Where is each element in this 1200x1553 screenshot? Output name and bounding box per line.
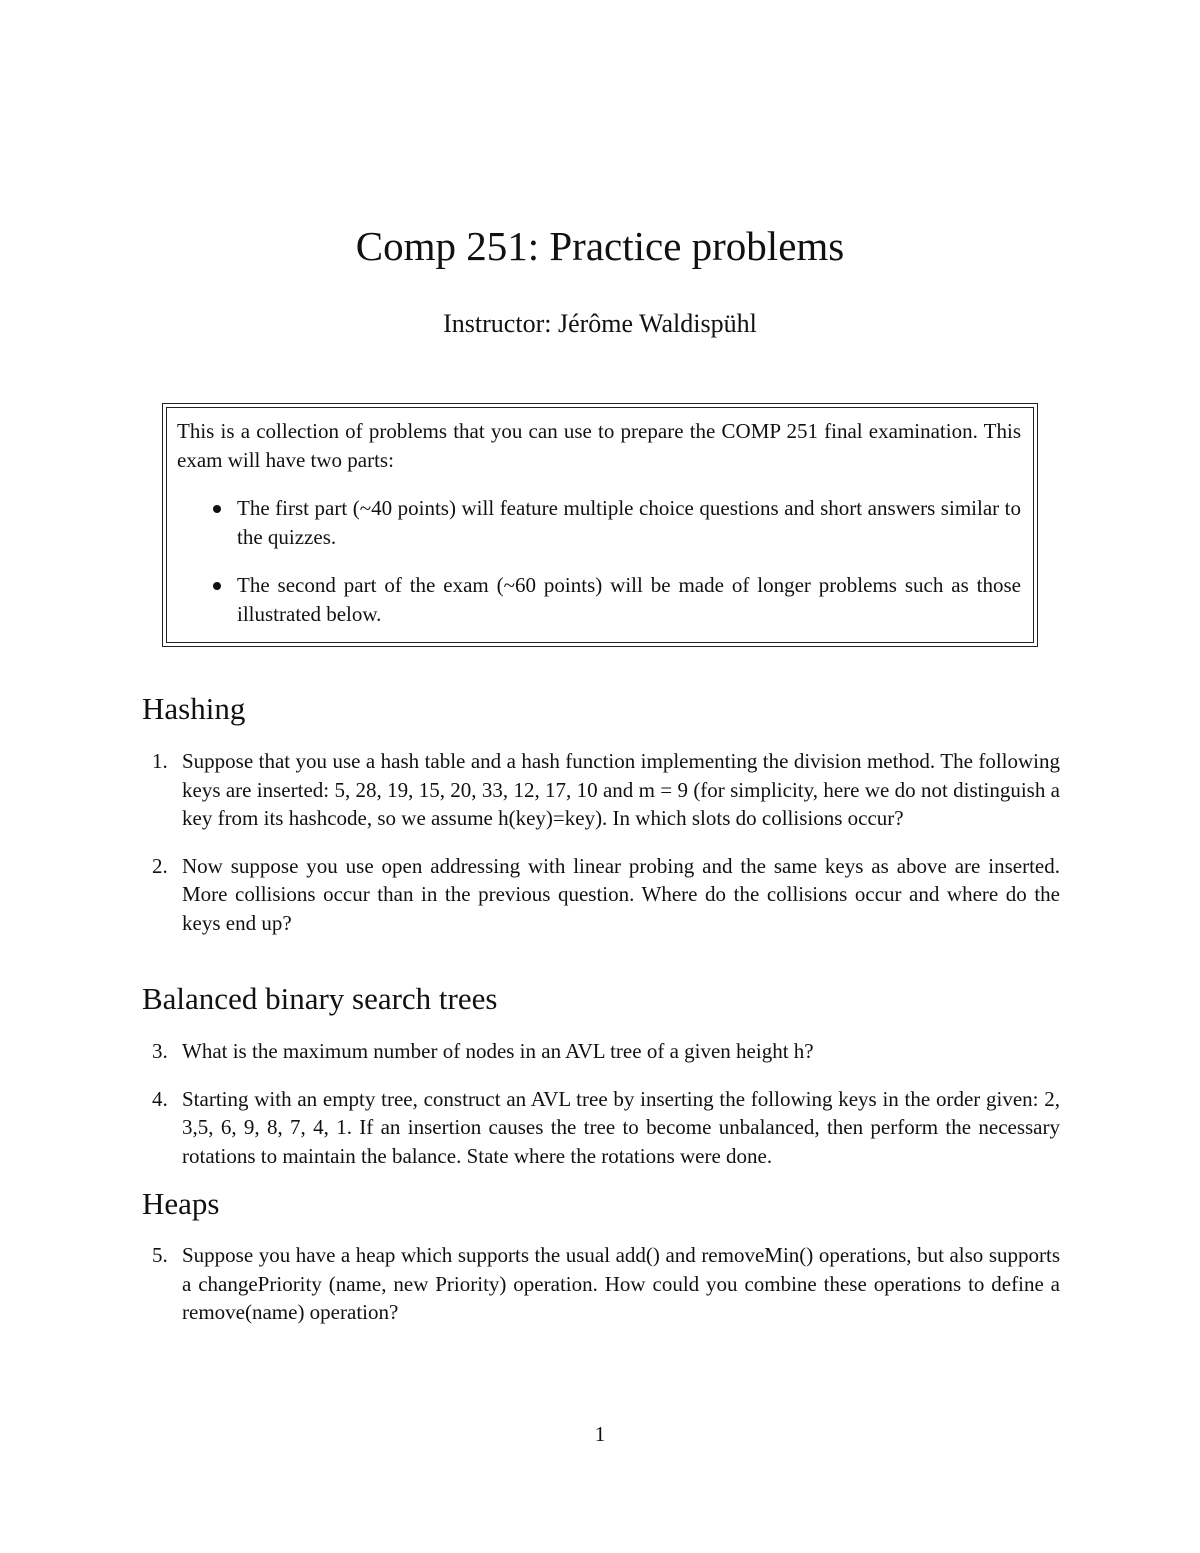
intro-bullet-item bbox=[177, 494, 1021, 552]
problem-item bbox=[142, 1037, 1060, 1066]
intro-box-inner bbox=[166, 407, 1034, 643]
problem-item bbox=[142, 852, 1060, 938]
bullet-icon bbox=[213, 505, 221, 513]
problem-text: Now suppose you use open addressing with linear probing and the same keys as above are inserted. More collisions occur than in the previous question. Where do the collisions occur and where do the keys end up? bbox=[182, 853, 1060, 935]
problem-number: 3. bbox=[152, 1039, 168, 1063]
intro-bullet-text: The first part (~40 points) will feature multiple choice questions and short answers similar to the quizzes. bbox=[237, 496, 1021, 549]
problem-number: 5. bbox=[152, 1243, 168, 1267]
section-heading-balanced-bst: Balanced binary search trees bbox=[142, 981, 498, 1016]
section-heading-hashing: Hashing bbox=[142, 691, 246, 726]
problem-text: Starting with an empty tree, construct an AVL tree by inserting the following keys in the order given: 2, 3,5, 6, 9, 8, 7, 4, 1. If an insertion causes the tree to become unbalanced, then perform the necessary rotations to maintain the balance. State where the rotations were done. bbox=[182, 1086, 1060, 1168]
problem-text: What is the maximum number of nodes in an AVL tree of a given height h? bbox=[182, 1039, 814, 1063]
problem-list-heaps bbox=[142, 1241, 1060, 1346]
problem-item bbox=[142, 1085, 1060, 1171]
problem-item bbox=[142, 1241, 1060, 1327]
section-heading-heaps: Heaps bbox=[142, 1186, 220, 1221]
problem-text: Suppose that you use a hash table and a hash function implementing the division method. The following keys are inserted: 5, 28, 19, 15, 20, 33, 12, 17, 10 and m = 9 (for simplicity, here we do not distinguish a key from its hashcode, so we assume h(key)=key). In which slots do collisions occur? bbox=[182, 749, 1060, 830]
problem-list-balanced-bst bbox=[142, 1037, 1060, 1189]
page-number: 1 bbox=[594, 1422, 606, 1446]
problem-text: Suppose you have a heap which supports the usual add() and removeMin() operations, but also supports a changePriority (name, new Priority) operation. How could you combine these operations to define a remove(name) operation? bbox=[182, 1243, 1060, 1324]
page-title: Comp 251: Practice problems bbox=[355, 223, 845, 269]
problem-item bbox=[142, 747, 1060, 833]
problem-number: 4. bbox=[152, 1086, 168, 1111]
intro-bullet-item bbox=[177, 571, 1021, 629]
bullet-icon bbox=[213, 582, 221, 590]
intro-bullet-text: The second part of the exam (~60 points) will be made of longer problems such as those illustrated below. bbox=[237, 573, 1021, 626]
instructor-line: Instructor: Jérôme Waldispühl bbox=[443, 309, 757, 338]
problem-number: 1. bbox=[152, 749, 168, 773]
problem-number: 2. bbox=[152, 853, 168, 878]
intro-box bbox=[162, 403, 1038, 647]
problem-list-hashing bbox=[142, 747, 1060, 956]
intro-text: This is a collection of problems that you can use to prepare the COMP 251 final examination. This exam will have two parts: bbox=[177, 419, 1021, 472]
intro-bullet-list bbox=[177, 494, 1021, 629]
